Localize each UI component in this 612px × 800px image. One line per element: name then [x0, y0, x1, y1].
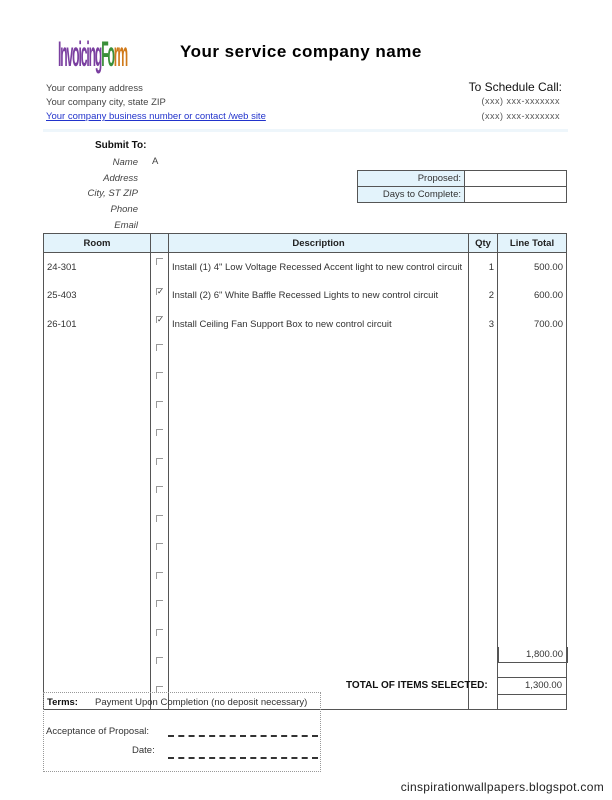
subtotal-value: 1,800.00	[498, 647, 568, 663]
line-total-cell	[498, 453, 567, 482]
description-cell	[169, 367, 469, 396]
phone-label: Phone	[110, 204, 138, 215]
select-checkbox[interactable]	[156, 657, 163, 664]
line-total-cell: 500.00	[498, 253, 567, 282]
table-row	[44, 481, 567, 510]
qty-cell	[469, 396, 498, 425]
table-row	[44, 253, 567, 282]
description-cell	[169, 424, 469, 453]
line-total-cell	[498, 424, 567, 453]
qty-cell	[469, 595, 498, 624]
acceptance-label: Acceptance of Proposal:	[46, 726, 149, 737]
room-cell: 24-301	[44, 253, 151, 282]
description-cell	[169, 538, 469, 567]
proposed-field[interactable]	[465, 171, 567, 187]
city-label: City, ST ZIP	[87, 188, 138, 199]
proposal-box	[357, 170, 567, 203]
days-label: Days to Complete:	[358, 187, 465, 203]
qty-cell	[469, 567, 498, 596]
select-cell	[151, 424, 169, 453]
line-total-cell	[498, 396, 567, 425]
select-cell	[151, 396, 169, 425]
room-cell	[44, 595, 151, 624]
room-cell	[44, 396, 151, 425]
company-address: Your company address	[46, 83, 143, 94]
separator	[43, 129, 568, 132]
select-cell	[151, 538, 169, 567]
select-cell	[151, 595, 169, 624]
description-cell	[169, 481, 469, 510]
select-cell	[151, 253, 169, 282]
qty-cell	[469, 367, 498, 396]
qty-cell	[469, 339, 498, 368]
address-label: Address	[103, 173, 138, 184]
header-description: Description	[169, 234, 469, 253]
phone-2: (xxx) xxx-xxxxxxx	[481, 111, 560, 121]
select-cell	[151, 282, 169, 311]
date-label: Date:	[132, 745, 155, 756]
description-cell	[169, 595, 469, 624]
invoicingform-logo: InvoicingForm	[58, 34, 128, 74]
room-cell	[44, 538, 151, 567]
room-cell	[44, 453, 151, 482]
table-row	[44, 282, 567, 311]
qty-cell	[469, 624, 498, 653]
select-checkbox[interactable]	[156, 600, 163, 607]
select-checkbox[interactable]	[156, 572, 163, 579]
description-cell	[169, 652, 469, 681]
select-cell	[151, 453, 169, 482]
total-selected-value: 1,300.00	[497, 677, 567, 695]
select-cell	[151, 652, 169, 681]
select-cell	[151, 510, 169, 539]
select-cell	[151, 624, 169, 653]
line-total-cell: 700.00	[498, 310, 567, 339]
table-row	[44, 310, 567, 339]
select-checkbox[interactable]: ✓	[157, 315, 164, 324]
description-cell	[169, 339, 469, 368]
room-cell	[44, 339, 151, 368]
select-cell	[151, 367, 169, 396]
qty-cell	[469, 481, 498, 510]
qty-cell	[469, 510, 498, 539]
terms-box	[43, 692, 321, 772]
qty-cell	[469, 453, 498, 482]
table-row	[44, 396, 567, 425]
name-label: Name	[112, 157, 138, 168]
qty-cell	[469, 652, 498, 681]
items-table	[43, 233, 567, 710]
header-room: Room	[44, 234, 151, 253]
line-total-cell	[498, 595, 567, 624]
line-total-cell	[498, 481, 567, 510]
description-cell	[169, 624, 469, 653]
room-cell	[44, 567, 151, 596]
room-cell: 25-403	[44, 282, 151, 311]
table-row	[44, 538, 567, 567]
days-field[interactable]	[465, 187, 567, 203]
description-cell: Install (1) 4" Low Voltage Recessed Accent light to new control circuit	[169, 253, 469, 282]
table-row	[44, 367, 567, 396]
room-cell	[44, 367, 151, 396]
room-cell	[44, 481, 151, 510]
watermark: cinspirationwallpapers.blogspot.com	[400, 780, 604, 794]
select-checkbox[interactable]: ✓	[157, 286, 164, 296]
room-cell	[44, 624, 151, 653]
line-total-cell	[498, 567, 567, 596]
description-cell	[169, 567, 469, 596]
submit-to-title: Submit To:	[95, 140, 147, 151]
header-line-total: Line Total	[498, 234, 567, 253]
header-qty: Qty	[469, 234, 498, 253]
line-total-cell	[498, 339, 567, 368]
room-cell	[44, 424, 151, 453]
table-row	[44, 510, 567, 539]
qty-cell: 1	[469, 253, 498, 282]
description-cell: Install (2) 6" White Baffle Recessed Lights to new control circuit	[169, 282, 469, 311]
select-checkbox[interactable]	[156, 543, 163, 550]
table-row	[44, 339, 567, 368]
select-checkbox[interactable]	[156, 401, 163, 408]
description-cell	[169, 510, 469, 539]
terms-label: Terms:	[47, 697, 78, 708]
table-row	[44, 595, 567, 624]
description-cell: Install Ceiling Fan Support Box to new control circuit	[169, 310, 469, 339]
phone-1: (xxx) xxx-xxxxxxx	[481, 96, 560, 106]
table-row	[44, 424, 567, 453]
name-value[interactable]: A	[152, 156, 159, 167]
room-cell: 26-101	[44, 310, 151, 339]
qty-cell: 3	[469, 310, 498, 339]
table-row	[44, 624, 567, 653]
company-city: Your company city, state ZIP	[46, 97, 166, 108]
select-cell	[151, 339, 169, 368]
line-total-cell	[498, 367, 567, 396]
select-checkbox[interactable]	[156, 258, 163, 265]
line-total-cell	[498, 510, 567, 539]
acceptance-signature-line[interactable]	[168, 735, 318, 737]
qty-cell	[469, 424, 498, 453]
select-checkbox[interactable]	[156, 515, 163, 522]
description-cell	[169, 396, 469, 425]
schedule-call-label: To Schedule Call:	[468, 80, 562, 94]
select-cell	[151, 310, 169, 339]
select-checkbox[interactable]	[156, 486, 163, 493]
company-name: Your service company name	[180, 42, 422, 61]
table-row	[44, 652, 567, 681]
qty-cell: 2	[469, 282, 498, 311]
table-row	[44, 567, 567, 596]
select-checkbox[interactable]	[156, 429, 163, 436]
select-checkbox[interactable]	[156, 372, 163, 379]
description-cell	[169, 453, 469, 482]
line-total-cell: 600.00	[498, 282, 567, 311]
select-checkbox[interactable]	[156, 629, 163, 636]
email-label: Email	[114, 220, 138, 231]
room-cell	[44, 652, 151, 681]
terms-text: Payment Upon Completion (no deposit necessary)	[95, 697, 308, 708]
qty-cell	[469, 538, 498, 567]
select-checkbox[interactable]	[156, 458, 163, 465]
select-cell	[151, 481, 169, 510]
date-line[interactable]	[168, 757, 318, 759]
select-cell	[151, 567, 169, 596]
company-contact-link[interactable]: Your company business number or contact /web site	[46, 111, 266, 122]
select-checkbox[interactable]	[156, 344, 163, 351]
line-total-cell	[498, 538, 567, 567]
proposed-label: Proposed:	[358, 171, 465, 187]
table-row	[44, 453, 567, 482]
room-cell	[44, 510, 151, 539]
total-selected-label: TOTAL OF ITEMS SELECTED:	[346, 680, 488, 691]
header-select	[151, 234, 169, 253]
